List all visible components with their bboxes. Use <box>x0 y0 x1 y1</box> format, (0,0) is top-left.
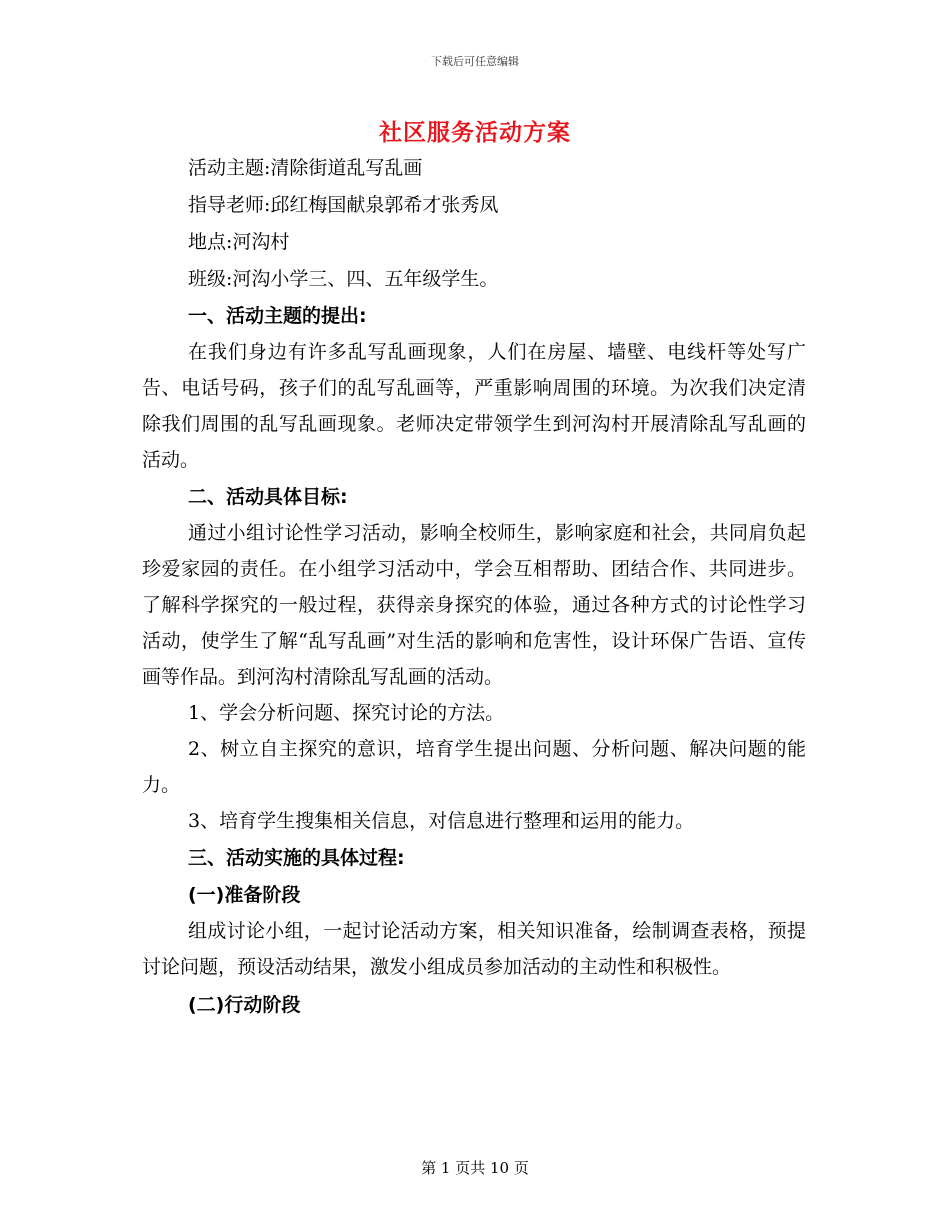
section1-body: 在我们身边有许多乱写乱画现象，人们在房屋、墙壁、电线杆等处写广告、电话号码，孩子们的乱写乱画等，严重影响周围的环境。为次我们决定清除我们周围的乱写乱画现象。老师决定带领学生到河沟村开展清除乱写乱画的活动。 <box>142 341 806 471</box>
subsection-preparation-heading: (一)准备阶段 <box>188 884 301 906</box>
subsection-action-heading: (二)行动阶段 <box>188 994 301 1016</box>
meta-class: 班级:河沟小学三、四、五年级学生。 <box>188 268 499 290</box>
subsection-preparation-body: 组成讨论小组，一起讨论活动方案，相关知识准备，绘制调查表格，预提讨论问题，预设活动结果，激发小组成员参加活动的主动性和积极性。 <box>142 920 806 978</box>
section2-heading: 二、活动具体目标: <box>188 486 348 508</box>
section1-heading: 一、活动主题的提出: <box>188 305 367 327</box>
page-header: 下载后可任意编辑 <box>431 55 519 68</box>
document-body <box>142 150 806 1023</box>
section3-heading: 三、活动实施的具体过程: <box>188 847 405 869</box>
document-title: 社区服务活动方案 <box>379 120 571 146</box>
goal-item-2: 2、树立自主探究的意识，培育学生提出问题、分析问题、解决问题的能力。 <box>142 738 806 796</box>
meta-location: 地点:河沟村 <box>188 231 290 253</box>
meta-theme: 活动主题:清除街道乱写乱画 <box>188 157 423 179</box>
page-footer: 第 1 页共 10 页 <box>421 1159 529 1177</box>
section2-body: 通过小组讨论性学习活动，影响全校师生，影响家庭和社会，共同肩负起珍爱家园的责任。在小组学习活动中，学会互相帮助、团结合作、共同进步。了解科学探究的一般过程，获得亲身探究的体验，通过各种方式的讨论性学习活动，使学生了解“乱写乱画”对生活的影响和危害性，设计环保广告语、宣传画等作品。到河沟村清除乱写乱画的活动。 <box>142 522 806 688</box>
goal-item-3: 3、培育学生搜集相关信息，对信息进行整理和运用的能力。 <box>188 810 695 832</box>
goal-item-1: 1、学会分析问题、探究讨论的方法。 <box>188 702 505 724</box>
meta-teachers: 指导老师:邱红梅国献泉郭希才张秀凤 <box>188 194 499 216</box>
